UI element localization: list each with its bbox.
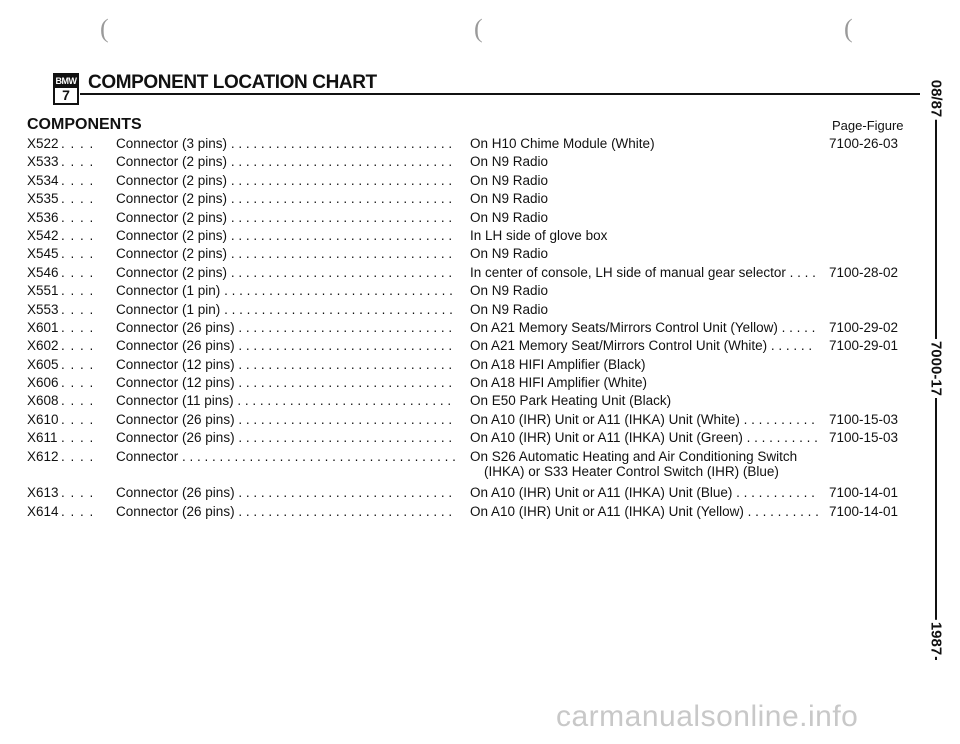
punch-mark: (	[474, 14, 483, 43]
logo-series: 7	[62, 87, 70, 103]
leader-dots: . . . .	[61, 393, 95, 409]
leader-dots: . . . .	[61, 503, 95, 519]
component-description: Connector (26 pins) . . .	[116, 430, 456, 445]
leader-dots: . . . .	[61, 191, 95, 207]
leader-dots: . . . .	[61, 430, 95, 446]
component-code: X536	[27, 209, 59, 225]
component-location	[470, 375, 647, 390]
location-line: On N9 Radio	[470, 172, 549, 188]
bmw-7-logo	[53, 73, 79, 105]
location-line: On A21 Memory Seat/Mirrors Control Unit (White) . . . . . .	[470, 338, 813, 354]
leader-dots: . . . .	[61, 283, 95, 299]
leader-dots: . . . .	[61, 136, 95, 151]
component-code: X610	[27, 411, 59, 427]
sidebar-year: 1987	[927, 621, 945, 656]
component-description: Connector (1 pin) . . .	[116, 283, 456, 298]
component-code: X522	[27, 136, 59, 151]
component-code: X605	[27, 356, 59, 372]
component-code: X611	[27, 430, 58, 446]
location-line: On N9 Radio	[470, 301, 549, 317]
table-row	[27, 504, 907, 522]
table-row	[27, 412, 907, 430]
table-row	[27, 449, 907, 486]
component-location	[470, 485, 815, 500]
table-row	[27, 338, 907, 356]
leader-dots: . . . .	[61, 338, 95, 354]
component-code: X612	[27, 448, 59, 464]
location-line: On N9 Radio	[470, 246, 549, 262]
table-row	[27, 302, 907, 320]
component-location	[470, 136, 655, 151]
location-line: On A10 (IHR) Unit or A11 (IHKA) Unit (Yellow) . . . . . . . . . .	[470, 503, 819, 519]
table-row	[27, 154, 907, 172]
component-table	[27, 136, 907, 522]
page-figure-ref: 7100-26-03	[829, 136, 899, 151]
page-figure-ref: 7100-15-03	[829, 430, 899, 446]
page-figure-heading: Page-Figure	[832, 118, 904, 133]
page-figure-ref: 7100-14-01	[829, 485, 899, 501]
location-line: On N9 Radio	[470, 209, 549, 225]
component-description: Connector (3 pins) . . .	[116, 136, 456, 151]
location-line: On N9 Radio	[470, 154, 549, 170]
component-code: X535	[27, 191, 59, 207]
leader-dots: . . . .	[61, 154, 95, 170]
page-figure-ref: 7100-15-03	[829, 411, 899, 427]
table-row	[27, 210, 907, 228]
title-rule	[80, 93, 920, 95]
punch-mark: (	[100, 14, 109, 43]
component-description: Connector (2 pins) . . .	[116, 210, 456, 225]
component-code: X546	[27, 264, 59, 280]
component-description: Connector (26 pins) . . .	[116, 320, 456, 335]
component-location	[470, 228, 607, 243]
component-description: Connector (26 pins) . . .	[116, 485, 456, 500]
location-line: In center of console, LH side of manual gear selector . . . .	[470, 264, 816, 280]
logo-brand: BMW	[55, 76, 77, 86]
component-location	[470, 449, 797, 479]
page-figure-ref: 7100-28-02	[829, 264, 899, 280]
table-row	[27, 375, 907, 393]
component-description: Connector (2 pins) . . .	[116, 265, 456, 280]
page-figure-ref: 7100-14-01	[829, 503, 899, 519]
component-location	[470, 430, 818, 445]
table-row	[27, 320, 907, 338]
component-location	[470, 504, 819, 519]
component-location	[470, 173, 548, 188]
sidebar-rule	[935, 398, 937, 620]
watermark: carmanualsonline.info	[556, 700, 859, 733]
component-description: Connector (12 pins) . . .	[116, 357, 456, 372]
component-code: X545	[27, 246, 59, 262]
leader-dots: . . . .	[61, 319, 95, 335]
component-location	[470, 393, 671, 408]
component-location	[470, 246, 548, 261]
table-row	[27, 430, 907, 448]
component-code: X614	[27, 503, 59, 519]
component-code: X553	[27, 301, 59, 317]
leader-dots: . . . .	[61, 485, 95, 501]
table-row	[27, 173, 907, 191]
component-location	[470, 154, 548, 169]
leader-dots: . . . .	[61, 411, 95, 427]
component-location	[470, 283, 548, 298]
component-code: X534	[27, 172, 59, 188]
sidebar-page-number: 7000-17	[927, 340, 945, 397]
component-location	[470, 338, 812, 353]
location-line: On A10 (IHR) Unit or A11 (IHKA) Unit (Green) . . . . . . . . . .	[470, 430, 818, 446]
component-code: X613	[27, 485, 59, 501]
location-line: On N9 Radio	[470, 283, 549, 299]
table-row	[27, 485, 907, 503]
location-line: On A10 (IHR) Unit or A11 (IHKA) Unit (Blue) . . . . . . . . . . .	[470, 485, 815, 501]
location-line: On E50 Park Heating Unit (Black)	[470, 393, 672, 409]
component-description: Connector (2 pins) . . .	[116, 191, 456, 206]
location-line: On N9 Radio	[470, 191, 549, 207]
component-location	[470, 210, 548, 225]
component-location	[470, 412, 815, 427]
component-code: X608	[27, 393, 59, 409]
leader-dots: . . . .	[61, 264, 95, 280]
component-location	[470, 302, 548, 317]
page-figure-ref: 7100-29-02	[829, 319, 899, 335]
table-row	[27, 246, 907, 264]
component-code: X542	[27, 227, 59, 243]
location-line-2: (IHKA) or S33 Heater Control Switch (IHR) (Blue)	[484, 463, 779, 479]
leader-dots: . . . .	[61, 301, 95, 317]
location-line: On A10 (IHR) Unit or A11 (IHKA) Unit (White) . . . . . . . . . .	[470, 411, 815, 427]
component-description: Connector (12 pins) . . .	[116, 375, 456, 390]
component-location	[470, 191, 548, 206]
sidebar-rule	[935, 106, 937, 346]
table-row	[27, 228, 907, 246]
component-code: X601	[27, 319, 59, 335]
component-description: Connector (26 pins) . . .	[116, 412, 456, 427]
table-row	[27, 191, 907, 209]
table-row	[27, 393, 907, 411]
leader-dots: . . . .	[61, 246, 95, 262]
component-description: Connector (11 pins) . . .	[116, 393, 456, 408]
location-line: On S26 Automatic Heating and Air Conditioning Switch	[470, 448, 798, 464]
page-title: COMPONENT LOCATION CHART	[88, 72, 377, 93]
table-row	[27, 265, 907, 283]
leader-dots: . . . .	[61, 356, 95, 372]
sidebar-date: 08/87	[927, 79, 945, 118]
leader-dots: . . . .	[61, 227, 95, 243]
component-location	[470, 320, 815, 335]
location-line: On A18 HIFI Amplifier (Black)	[470, 356, 646, 372]
component-code: X606	[27, 375, 59, 391]
component-location	[470, 265, 816, 280]
component-description: Connector (2 pins) . . .	[116, 246, 456, 261]
punch-mark: (	[844, 14, 853, 43]
component-code: X551	[27, 283, 59, 299]
components-heading: COMPONENTS	[27, 116, 142, 133]
component-code: X533	[27, 154, 59, 170]
leader-dots: . . . .	[61, 172, 95, 188]
leader-dots: . . . .	[61, 209, 95, 225]
component-description: Connector (2 pins) . . .	[116, 228, 456, 243]
location-line: On A21 Memory Seats/Mirrors Control Unit (Yellow) . . . . .	[470, 319, 816, 335]
component-description: Connector (2 pins) . . .	[116, 173, 456, 188]
component-description: Connector (1 pin) . . .	[116, 302, 456, 317]
component-description: Connector (26 pins) . . .	[116, 504, 456, 519]
location-line: In LH side of glove box	[470, 227, 608, 243]
page-sidebar	[924, 60, 948, 720]
table-row	[27, 283, 907, 301]
location-line: On H10 Chime Module (White)	[470, 136, 655, 151]
component-code: X602	[27, 338, 59, 354]
component-description: Connector (26 pins) . . .	[116, 338, 456, 353]
component-description: Connector (2 pins) . . .	[116, 154, 456, 169]
table-row	[27, 136, 907, 154]
leader-dots: . . . .	[61, 448, 95, 464]
component-description: Connector . . .	[116, 449, 456, 464]
component-location	[470, 357, 646, 372]
location-line: On A18 HIFI Amplifier (White)	[470, 375, 648, 391]
table-row	[27, 357, 907, 375]
page-figure-ref: 7100-29-01	[829, 338, 899, 354]
leader-dots: . . . .	[61, 375, 95, 391]
